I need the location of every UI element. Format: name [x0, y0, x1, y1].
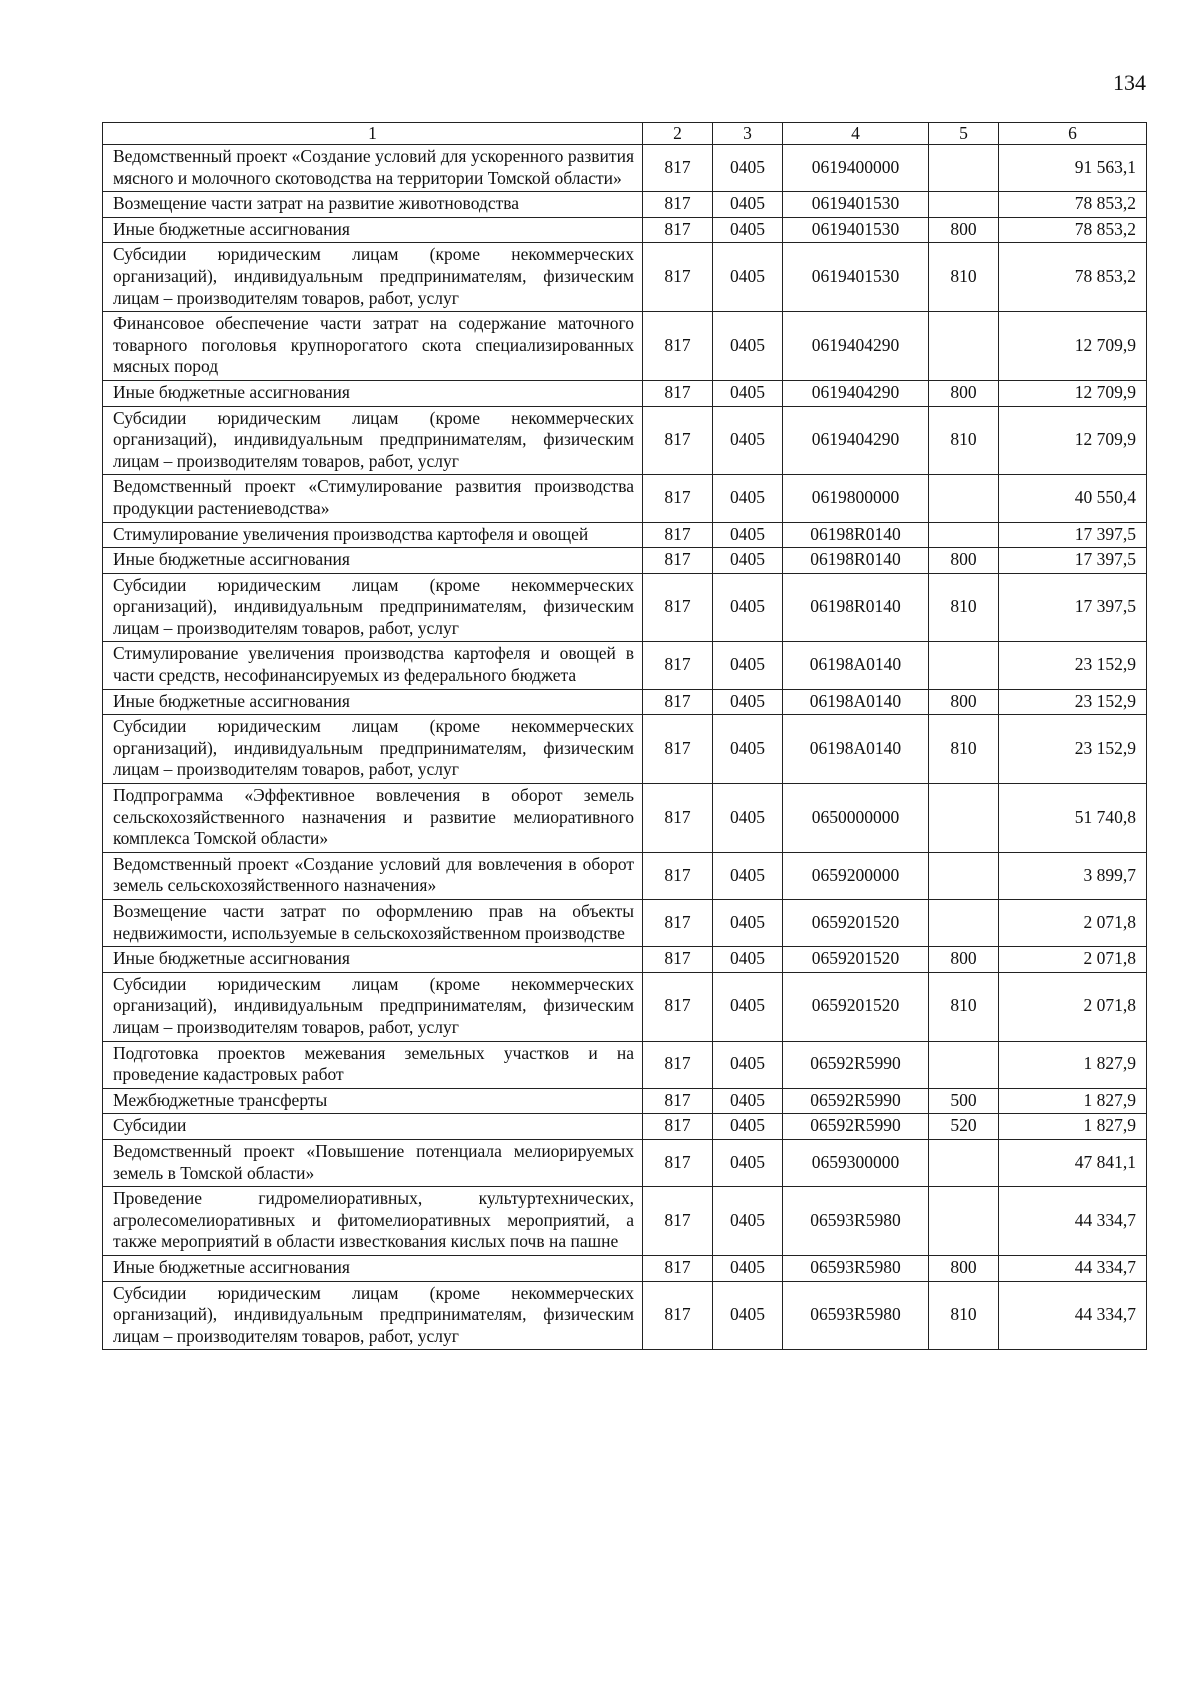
- cell-amount: 44 334,7: [999, 1255, 1147, 1281]
- cell-target: 06198A0140: [783, 715, 929, 784]
- table-row: [103, 192, 1147, 218]
- cell-expense-type: [929, 145, 999, 192]
- cell-ministry: 817: [643, 1281, 713, 1350]
- cell-name: Субсидии юридическим лицам (кроме некоммерческих организаций), индивидуальным предпринимателям, физическим лицам – производителям товаров, работ, услуг: [103, 972, 643, 1041]
- cell-target: 0619400000: [783, 145, 929, 192]
- cell-amount: 23 152,9: [999, 715, 1147, 784]
- cell-amount: 17 397,5: [999, 548, 1147, 574]
- cell-expense-type: [929, 1041, 999, 1088]
- column-header-target: 4: [783, 123, 929, 145]
- cell-ministry: 817: [643, 548, 713, 574]
- cell-amount: 12 709,9: [999, 406, 1147, 475]
- cell-section: 0405: [713, 1114, 783, 1140]
- cell-target: 0650000000: [783, 784, 929, 853]
- table-row: [103, 1088, 1147, 1114]
- table-row: [103, 145, 1147, 192]
- cell-name: Субсидии юридическим лицам (кроме некоммерческих организаций), индивидуальным предпринимателям, физическим лицам – производителям товаров, работ, услуг: [103, 243, 643, 312]
- cell-name: Возмещение части затрат на развитие животноводства: [103, 192, 643, 218]
- cell-name: Стимулирование увеличения производства картофеля и овощей в части средств, несофинансируемых из федерального бюджета: [103, 642, 643, 689]
- cell-target: 06593R5980: [783, 1281, 929, 1350]
- cell-name: Подготовка проектов межевания земельных участков и на проведение кадастровых работ: [103, 1041, 643, 1088]
- cell-section: 0405: [713, 1139, 783, 1186]
- cell-amount: 78 853,2: [999, 192, 1147, 218]
- cell-ministry: 817: [643, 145, 713, 192]
- cell-target: 06592R5990: [783, 1114, 929, 1140]
- cell-name: Субсидии: [103, 1114, 643, 1140]
- page-number: 134: [1113, 70, 1146, 95]
- table-row: [103, 1114, 1147, 1140]
- cell-amount: 3 899,7: [999, 852, 1147, 899]
- cell-target: 06593R5980: [783, 1255, 929, 1281]
- cell-target: 0659201520: [783, 947, 929, 973]
- cell-expense-type: 800: [929, 689, 999, 715]
- budget-table: [102, 122, 1147, 1350]
- cell-target: 06198R0140: [783, 573, 929, 642]
- cell-expense-type: 810: [929, 972, 999, 1041]
- cell-ministry: 817: [643, 852, 713, 899]
- table-row: [103, 1187, 1147, 1256]
- cell-amount: 47 841,1: [999, 1139, 1147, 1186]
- cell-ministry: 817: [643, 642, 713, 689]
- table-body: [103, 123, 1147, 1350]
- cell-expense-type: 500: [929, 1088, 999, 1114]
- cell-ministry: 817: [643, 784, 713, 853]
- cell-amount: 12 709,9: [999, 312, 1147, 381]
- cell-target: 06198A0140: [783, 689, 929, 715]
- cell-target: 0659300000: [783, 1139, 929, 1186]
- cell-amount: 1 827,9: [999, 1041, 1147, 1088]
- column-header-ministry: 2: [643, 123, 713, 145]
- cell-ministry: 817: [643, 192, 713, 218]
- cell-amount: 1 827,9: [999, 1114, 1147, 1140]
- column-header-section: 3: [713, 123, 783, 145]
- cell-ministry: 817: [643, 522, 713, 548]
- column-header-amount: 6: [999, 123, 1147, 145]
- table-row: [103, 217, 1147, 243]
- cell-amount: 51 740,8: [999, 784, 1147, 853]
- cell-name: Иные бюджетные ассигнования: [103, 217, 643, 243]
- cell-section: 0405: [713, 548, 783, 574]
- table-row: [103, 642, 1147, 689]
- table-row: [103, 1281, 1147, 1350]
- cell-section: 0405: [713, 852, 783, 899]
- cell-amount: 17 397,5: [999, 522, 1147, 548]
- cell-amount: 2 071,8: [999, 947, 1147, 973]
- cell-section: 0405: [713, 689, 783, 715]
- cell-expense-type: [929, 522, 999, 548]
- cell-ministry: 817: [643, 217, 713, 243]
- cell-expense-type: 800: [929, 947, 999, 973]
- cell-name: Ведомственный проект «Создание условий для вовлечения в оборот земель сельскохозяйственного назначения»: [103, 852, 643, 899]
- cell-ministry: 817: [643, 900, 713, 947]
- cell-name: Иные бюджетные ассигнования: [103, 380, 643, 406]
- cell-ministry: 817: [643, 947, 713, 973]
- cell-ministry: 817: [643, 243, 713, 312]
- cell-name: Стимулирование увеличения производства картофеля и овощей: [103, 522, 643, 548]
- cell-target: 0619401530: [783, 192, 929, 218]
- cell-name: Межбюджетные трансферты: [103, 1088, 643, 1114]
- table-row: [103, 1041, 1147, 1088]
- cell-target: 06198R0140: [783, 548, 929, 574]
- cell-amount: 12 709,9: [999, 380, 1147, 406]
- cell-amount: 44 334,7: [999, 1281, 1147, 1350]
- cell-target: 06592R5990: [783, 1088, 929, 1114]
- cell-target: 0619404290: [783, 312, 929, 381]
- cell-expense-type: 810: [929, 406, 999, 475]
- cell-section: 0405: [713, 217, 783, 243]
- cell-name: Иные бюджетные ассигнования: [103, 947, 643, 973]
- cell-ministry: 817: [643, 715, 713, 784]
- cell-amount: 17 397,5: [999, 573, 1147, 642]
- table-row: [103, 243, 1147, 312]
- cell-ministry: 817: [643, 689, 713, 715]
- cell-expense-type: 810: [929, 243, 999, 312]
- cell-target: 0659200000: [783, 852, 929, 899]
- cell-target: 0659201520: [783, 900, 929, 947]
- cell-name: Ведомственный проект «Создание условий для ускоренного развития мясного и молочного скотоводства на территории Томской области»: [103, 145, 643, 192]
- cell-name: Ведомственный проект «Стимулирование развития производства продукции растениеводства»: [103, 475, 643, 522]
- cell-amount: 78 853,2: [999, 243, 1147, 312]
- table-row: [103, 947, 1147, 973]
- cell-ministry: 817: [643, 380, 713, 406]
- cell-expense-type: [929, 642, 999, 689]
- cell-ministry: 817: [643, 1088, 713, 1114]
- cell-ministry: 817: [643, 573, 713, 642]
- cell-expense-type: 800: [929, 1255, 999, 1281]
- table-row: [103, 715, 1147, 784]
- cell-name: Субсидии юридическим лицам (кроме некоммерческих организаций), индивидуальным предпринимателям, физическим лицам – производителям товаров, работ, услуг: [103, 406, 643, 475]
- table-row: [103, 573, 1147, 642]
- table-row: [103, 1139, 1147, 1186]
- cell-section: 0405: [713, 784, 783, 853]
- table-row: [103, 406, 1147, 475]
- cell-expense-type: [929, 192, 999, 218]
- table-row: [103, 475, 1147, 522]
- cell-name: Иные бюджетные ассигнования: [103, 1255, 643, 1281]
- cell-name: Подпрограмма «Эффективное вовлечения в оборот земель сельскохозяйственного назначения и развитие мелиоративного комплекса Томской области»: [103, 784, 643, 853]
- cell-target: 0619404290: [783, 406, 929, 475]
- cell-name: Субсидии юридическим лицам (кроме некоммерческих организаций), индивидуальным предпринимателям, физическим лицам – производителям товаров, работ, услуг: [103, 573, 643, 642]
- cell-target: 06593R5980: [783, 1187, 929, 1256]
- cell-target: 0619401530: [783, 217, 929, 243]
- cell-name: Проведение гидромелиоративных, культуртехнических, агролесомелиоративных и фитомелиоративных мероприятий, а также мероприятий в области известкования кислых почв на пашне: [103, 1187, 643, 1256]
- cell-target: 0619401530: [783, 243, 929, 312]
- table-row: [103, 900, 1147, 947]
- cell-target: 06592R5990: [783, 1041, 929, 1088]
- table-header-row: [103, 123, 1147, 145]
- cell-target: 0659201520: [783, 972, 929, 1041]
- cell-amount: 40 550,4: [999, 475, 1147, 522]
- cell-expense-type: 810: [929, 1281, 999, 1350]
- table-row: [103, 689, 1147, 715]
- cell-expense-type: 800: [929, 380, 999, 406]
- cell-section: 0405: [713, 312, 783, 381]
- cell-target: 0619800000: [783, 475, 929, 522]
- cell-section: 0405: [713, 243, 783, 312]
- cell-name: Иные бюджетные ассигнования: [103, 548, 643, 574]
- column-header-expense-type: 5: [929, 123, 999, 145]
- table-row: [103, 522, 1147, 548]
- cell-ministry: 817: [643, 406, 713, 475]
- cell-ministry: 817: [643, 1139, 713, 1186]
- cell-expense-type: 800: [929, 217, 999, 243]
- cell-section: 0405: [713, 1281, 783, 1350]
- cell-ministry: 817: [643, 312, 713, 381]
- cell-expense-type: [929, 475, 999, 522]
- cell-name: Возмещение части затрат по оформлению прав на объекты недвижимости, используемые в сельскохозяйственном производстве: [103, 900, 643, 947]
- cell-name: Ведомственный проект «Повышение потенциала мелиорируемых земель в Томской области»: [103, 1139, 643, 1186]
- table-row: [103, 972, 1147, 1041]
- table-row: [103, 1255, 1147, 1281]
- cell-expense-type: 800: [929, 548, 999, 574]
- cell-amount: 78 853,2: [999, 217, 1147, 243]
- cell-expense-type: [929, 852, 999, 899]
- cell-expense-type: 520: [929, 1114, 999, 1140]
- cell-expense-type: [929, 784, 999, 853]
- cell-name: Субсидии юридическим лицам (кроме некоммерческих организаций), индивидуальным предпринимателям, физическим лицам – производителям товаров, работ, услуг: [103, 1281, 643, 1350]
- cell-expense-type: 810: [929, 715, 999, 784]
- cell-section: 0405: [713, 145, 783, 192]
- cell-ministry: 817: [643, 475, 713, 522]
- cell-section: 0405: [713, 1255, 783, 1281]
- cell-expense-type: 810: [929, 573, 999, 642]
- cell-section: 0405: [713, 475, 783, 522]
- cell-section: 0405: [713, 715, 783, 784]
- cell-section: 0405: [713, 192, 783, 218]
- table-row: [103, 548, 1147, 574]
- cell-ministry: 817: [643, 1114, 713, 1140]
- cell-target: 06198R0140: [783, 522, 929, 548]
- table-row: [103, 312, 1147, 381]
- table-row: [103, 380, 1147, 406]
- cell-expense-type: [929, 1139, 999, 1186]
- cell-ministry: 817: [643, 1041, 713, 1088]
- cell-amount: 23 152,9: [999, 689, 1147, 715]
- cell-amount: 2 071,8: [999, 972, 1147, 1041]
- cell-amount: 44 334,7: [999, 1187, 1147, 1256]
- cell-amount: 2 071,8: [999, 900, 1147, 947]
- table-row: [103, 852, 1147, 899]
- cell-expense-type: [929, 312, 999, 381]
- cell-section: 0405: [713, 1088, 783, 1114]
- table-row: [103, 784, 1147, 853]
- cell-section: 0405: [713, 380, 783, 406]
- cell-amount: 23 152,9: [999, 642, 1147, 689]
- cell-section: 0405: [713, 972, 783, 1041]
- cell-name: Финансовое обеспечение части затрат на содержание маточного товарного поголовья крупнорогатого скота специализированных мясных пород: [103, 312, 643, 381]
- cell-ministry: 817: [643, 1187, 713, 1256]
- cell-section: 0405: [713, 1041, 783, 1088]
- cell-section: 0405: [713, 900, 783, 947]
- cell-amount: 91 563,1: [999, 145, 1147, 192]
- cell-section: 0405: [713, 522, 783, 548]
- cell-section: 0405: [713, 406, 783, 475]
- cell-ministry: 817: [643, 972, 713, 1041]
- cell-expense-type: [929, 1187, 999, 1256]
- cell-section: 0405: [713, 642, 783, 689]
- cell-target: 0619404290: [783, 380, 929, 406]
- cell-expense-type: [929, 900, 999, 947]
- column-header-name: 1: [103, 123, 643, 145]
- cell-amount: 1 827,9: [999, 1088, 1147, 1114]
- cell-target: 06198A0140: [783, 642, 929, 689]
- cell-section: 0405: [713, 573, 783, 642]
- cell-ministry: 817: [643, 1255, 713, 1281]
- cell-name: Иные бюджетные ассигнования: [103, 689, 643, 715]
- cell-section: 0405: [713, 1187, 783, 1256]
- cell-name: Субсидии юридическим лицам (кроме некоммерческих организаций), индивидуальным предпринимателям, физическим лицам – производителям товаров, работ, услуг: [103, 715, 643, 784]
- cell-section: 0405: [713, 947, 783, 973]
